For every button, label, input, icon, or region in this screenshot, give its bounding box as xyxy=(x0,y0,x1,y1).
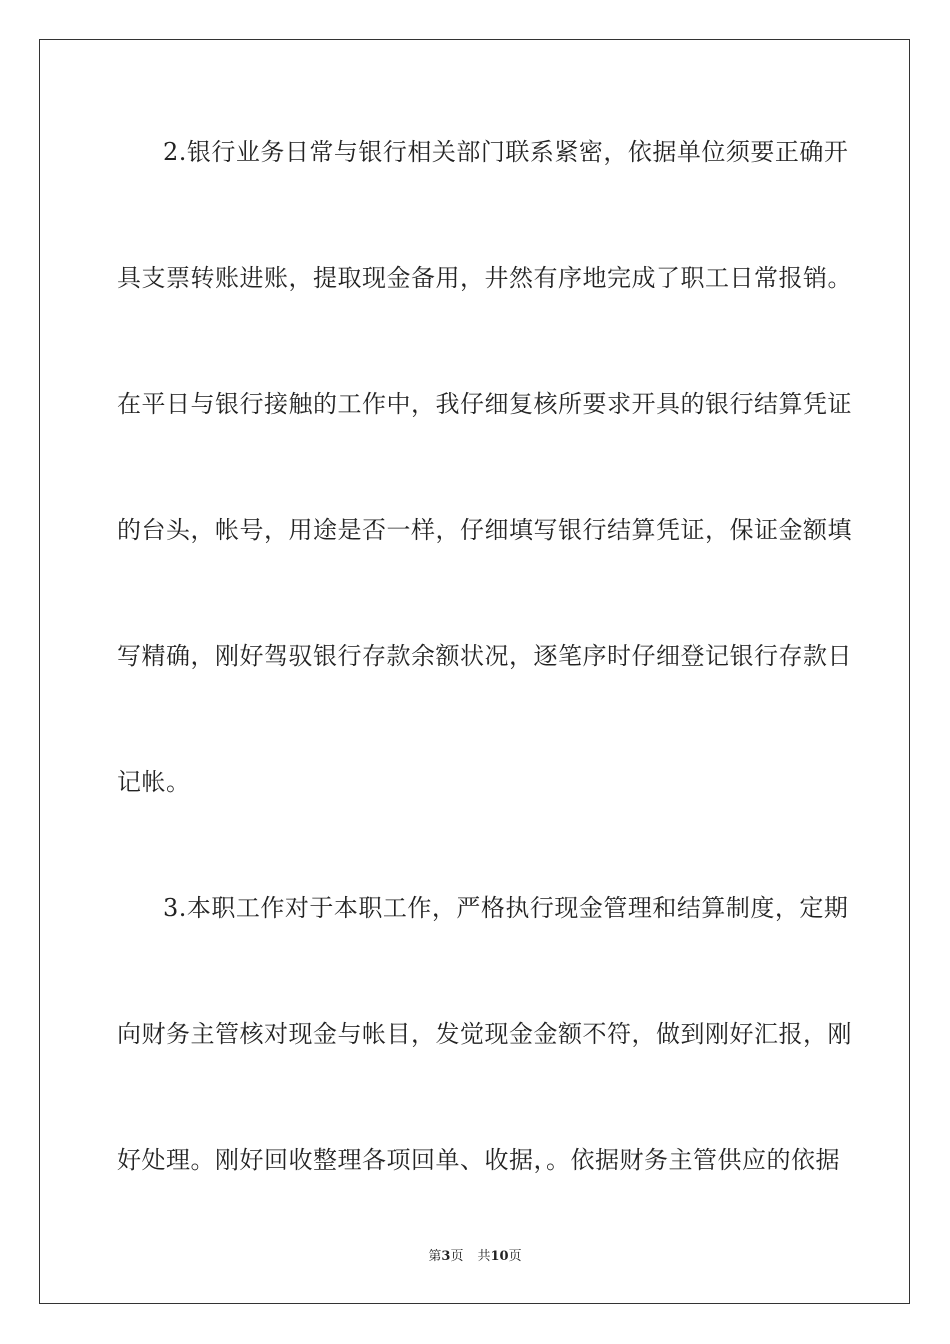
page-prefix: 第 xyxy=(428,1249,442,1264)
paragraph-line: 3.本职工作对于本职工作，严格执行现金管理和结算制度，定期 xyxy=(163,894,849,922)
paragraph-line: 在平日与银行接触的工作中，我仔细复核所要求开具的银行结算凭证 xyxy=(117,390,852,418)
paragraph-line: 2.银行业务日常与银行相关部门联系紧密，依据单位须要正确开 xyxy=(163,138,849,166)
page-number: 3 xyxy=(441,1249,451,1264)
total-suffix: 页 xyxy=(508,1249,522,1264)
paragraph-line: 记帐。 xyxy=(117,768,191,796)
document-body xyxy=(117,124,852,1258)
paragraph-line: 的台头，帐号，用途是否一样，仔细填写银行结算凭证，保证金额填 xyxy=(117,516,852,544)
page-suffix: 页 xyxy=(450,1249,464,1264)
paragraph-line: 好处理。刚好回收整理各项回单、收据，。依据财务主管供应的依据 xyxy=(117,1146,840,1174)
total-pages: 10 xyxy=(490,1249,509,1264)
paragraph-line: 具支票转账进账，提取现金备用，井然有序地完成了职工日常报销。 xyxy=(117,264,852,292)
total-prefix: 共 xyxy=(477,1249,491,1264)
paragraph-line: 向财务主管核对现金与帐目，发觉现金金额不符，做到刚好汇报，刚 xyxy=(117,1020,852,1048)
paragraph-line: 写精确，刚好驾驭银行存款余额状况，逐笔序时仔细登记银行存款日 xyxy=(117,642,852,670)
page-footer xyxy=(0,1245,950,1264)
